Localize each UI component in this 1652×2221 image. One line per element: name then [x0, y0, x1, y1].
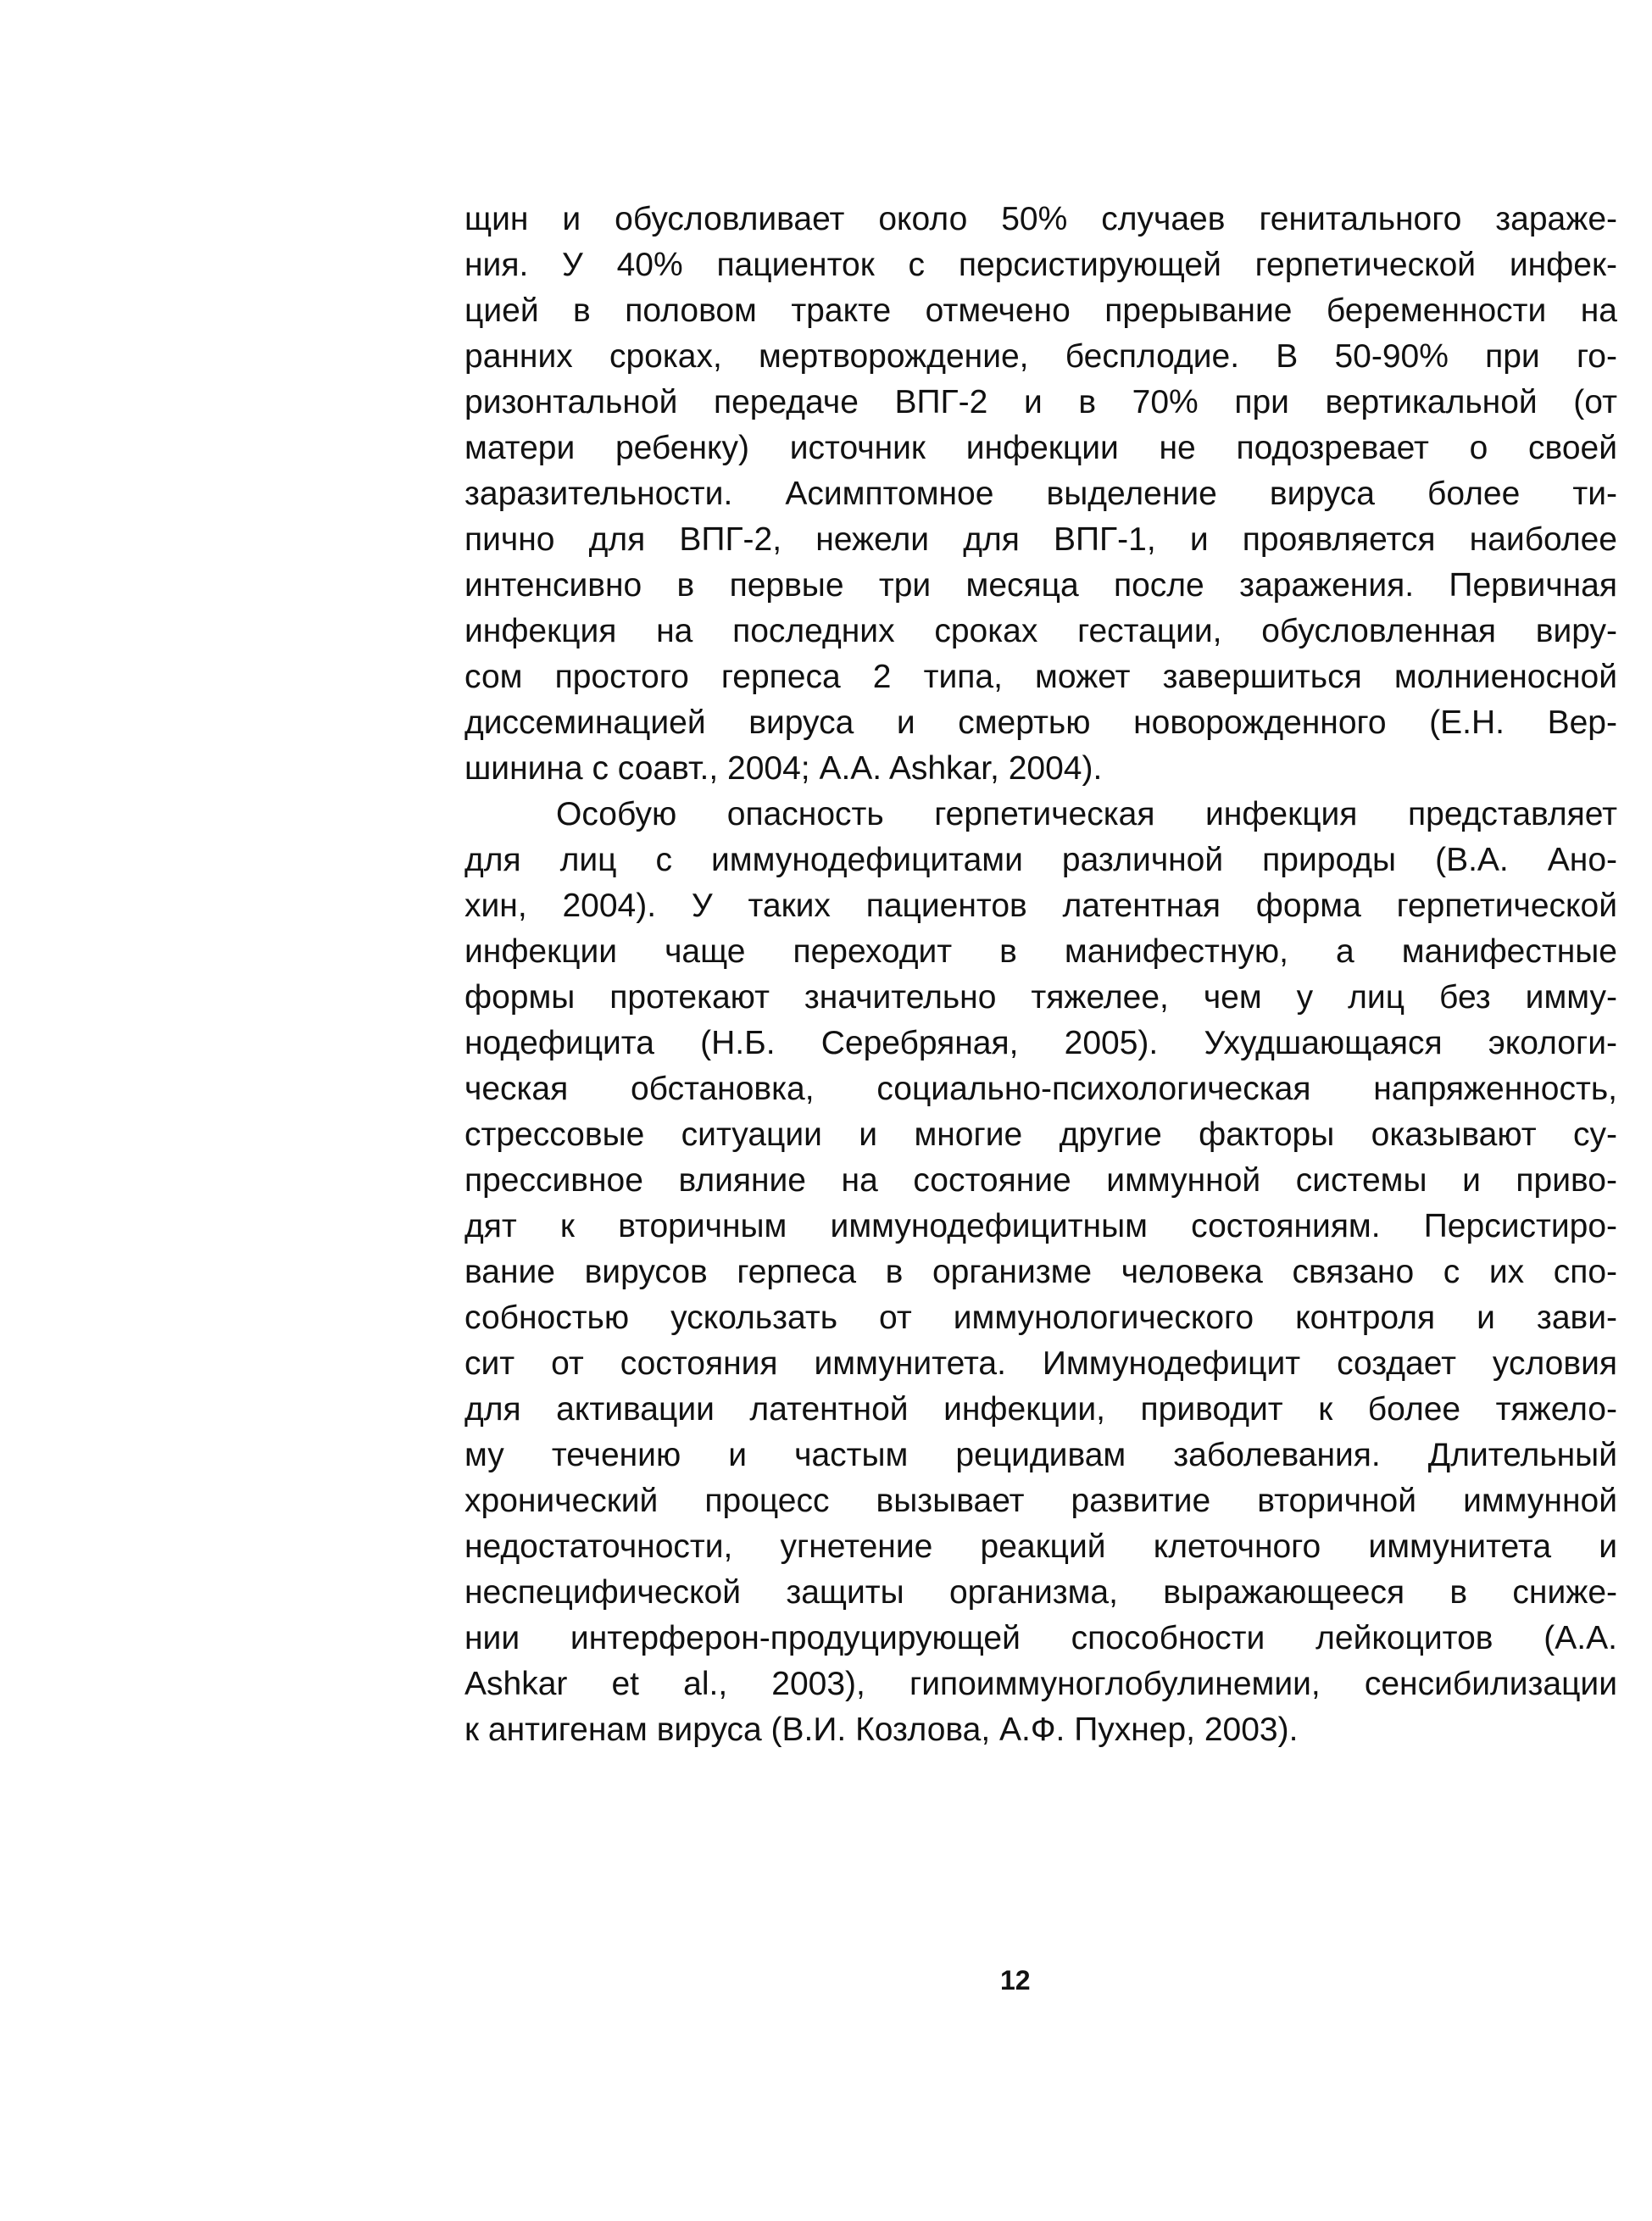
text-line: недостаточности, угнетение реакций клеточного иммунитета и — [464, 1528, 1617, 1565]
paragraph-2 — [464, 792, 1617, 1753]
text-line: для лиц с иммунодефицитами различной природы (В.А. Ано- — [464, 842, 1617, 878]
text-line: му течению и частым рецидивам заболевания. Длительный — [464, 1437, 1617, 1473]
text-line: неспецифической защиты организма, выражающееся в сниже- — [464, 1574, 1617, 1611]
text-line: инфекции чаще переходит в манифестную, а манифестные — [464, 933, 1617, 970]
text-line: дят к вторичным иммунодефицитным состояниям. Персистиро- — [464, 1208, 1617, 1244]
text-line: ния. У 40% пациенток с персистирующей герпетической инфек- — [464, 247, 1617, 283]
text-line: заразительности. Асимптомное выделение вируса более ти- — [464, 476, 1617, 512]
text-line: ческая обстановка, социально-психологическая напряженность, — [464, 1071, 1617, 1107]
text-line: формы протекают значительно тяжелее, чем у лиц без имму- — [464, 979, 1617, 1016]
text-line: нии интерферон-продуцирующей способности лейкоцитов (A.A. — [464, 1620, 1617, 1656]
paragraph-1 — [464, 197, 1617, 792]
page-number: 12 — [1000, 1965, 1031, 1996]
text-line: инфекция на последних сроках гестации, обусловленная виру- — [464, 613, 1617, 649]
text-line: собностью ускользать от иммунологического контроля и зави- — [464, 1300, 1617, 1336]
text-line: Ashkar et al., 2003), гипоиммуноглобулинемии, сенсибилизации — [464, 1666, 1617, 1702]
text-line: интенсивно в первые три месяца после заражения. Первичная — [464, 567, 1617, 604]
text-line: ранних сроках, мертворождение, бесплодие. В 50-90% при го- — [464, 338, 1617, 375]
text-line: диссеминацией вируса и смертью новорожденного (Е.Н. Вер- — [464, 704, 1617, 741]
text-line: шинина с соавт., 2004; A.A. Ashkar, 2004). — [464, 750, 1103, 787]
text-line: сит от состояния иммунитета. Иммунодефицит создает условия — [464, 1345, 1617, 1382]
text-line: ризонтальной передаче ВПГ-2 и в 70% при вертикальной (от — [464, 384, 1617, 420]
body-text — [464, 197, 1617, 1753]
text-line: хин, 2004). У таких пациентов латентная форма герпетической — [464, 888, 1617, 924]
text-line: нодефицита (Н.Б. Серебряная, 2005). Ухудшающаяся экологи- — [464, 1025, 1617, 1061]
text-line: вание вирусов герпеса в организме человека связано с их спо- — [464, 1254, 1617, 1290]
text-line: цией в половом тракте отмечено прерывание беременности на — [464, 292, 1617, 329]
text-line: прессивное влияние на состояние иммунной системы и приво- — [464, 1162, 1617, 1199]
text-line: Особую опасность герпетическая инфекция представляет — [556, 796, 1617, 832]
text-line: стрессовые ситуации и многие другие факторы оказывают су- — [464, 1116, 1617, 1153]
text-line: хронический процесс вызывает развитие вторичной иммунной — [464, 1483, 1617, 1519]
text-line: сом простого герпеса 2 типа, может завершиться молниеносной — [464, 659, 1617, 695]
text-line: матери ребенку) источник инфекции не подозревает о своей — [464, 430, 1617, 466]
text-line: пично для ВПГ-2, нежели для ВПГ-1, и проявляется наиболее — [464, 521, 1617, 558]
text-line: к антигенам вируса (В.И. Козлова, А.Ф. Пухнер, 2003). — [464, 1712, 1299, 1748]
text-line: щин и обусловливает около 50% случаев генитального зараже- — [464, 201, 1617, 237]
text-line: для активации латентной инфекции, приводит к более тяжело- — [464, 1391, 1617, 1428]
